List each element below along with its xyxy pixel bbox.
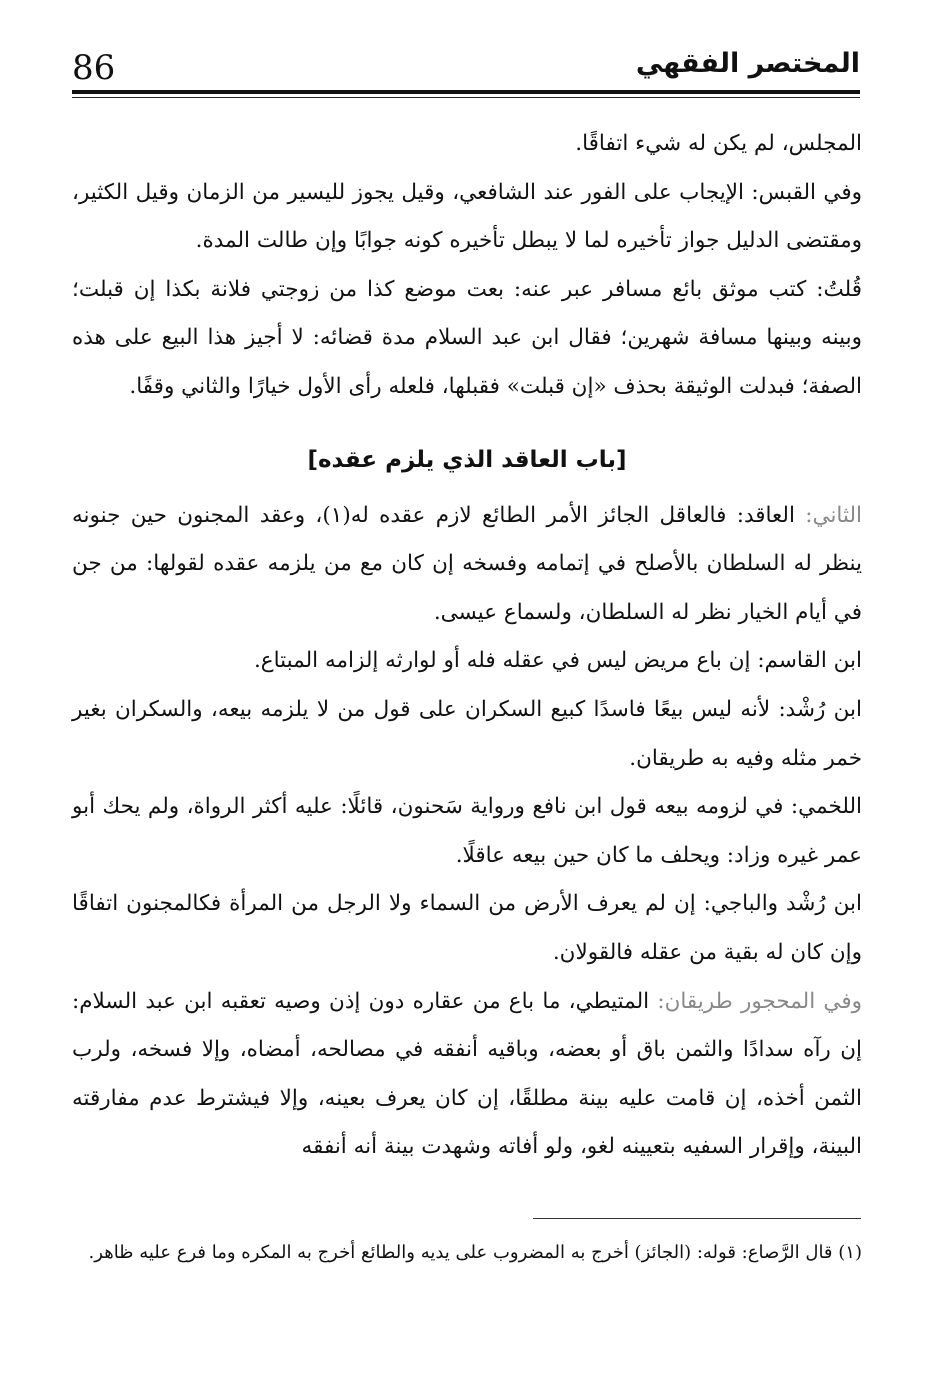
footnote-separator	[533, 1218, 861, 1219]
paragraph-text: العاقد: فالعاقل الجائز الأمر الطائع لازم عقده له(١)، وعقد المجنون حين جنونه ينظر له السلطان بالأصلح في إتمامه وفسخه إن كان مع من يلزمه عقده لقولها: من جن في أيام الخيار نظر له السلطان، ولسماع عيسى.	[72, 502, 862, 625]
section-heading: [باب العاقد الذي يلزم عقده]	[307, 446, 627, 473]
paragraph-text: ابن القاسم: إن باع مريض ليس في عقله فله أو لوارثه إلزامه المبتاع.	[253, 648, 862, 674]
paragraph: قُلتُ: كتب موثق بائع مسافر عبر عنه: بعت موضع كذا من زوجتي فلانة بكذا إن قبلت؛ وبينه وبينها مسافة شهرين؛ فقال ابن عبد السلام مدة قضائه: لا أجيز هذا البيع على هذه الصفة؛ فبدلت الوثيقة بحذف «إن قبلت» فقبلها، فلعله رأى الأول خيارًا والثاني وقفًا.	[72, 276, 862, 399]
paragraph	[72, 686, 862, 783]
paragraph	[72, 637, 862, 686]
paragraph-text: اللخمي: في لزومه بيعه قول ابن نافع ورواية سَحنون، قائلًا: عليه أكثر الرواة، ولم يحك أبو عمر غيره وزاد: ويحلف ما كان حين بيعه عاقلًا.	[72, 794, 862, 868]
book-title: المختصر الفقهي	[635, 48, 860, 79]
header-rule-thick	[72, 90, 860, 94]
header-rule-thin	[72, 97, 860, 98]
paragraph-text: ابن رُشْد والباجي: إن لم يعرف الأرض من السماء ولا الرجل من المرأة فكالمجنون اتفاقًا وإن كان له بقية من عقله فالقولان.	[72, 891, 862, 965]
page-number: 86	[72, 48, 116, 88]
paragraph-lead: الثاني:	[805, 502, 862, 528]
footnote: (١) قال الرَّصاع: قوله: (الجائز) أخرج به المضروب على يديه والطائع أخرج به المكره وما فرع عليه ظاهر.	[88, 1242, 862, 1263]
paragraph: وفي القبس: الإيجاب على الفور عند الشافعي، وقيل يجوز لليسير من الزمان وقيل الكثير، ومقتضى الدليل جواز تأخيره لما لا يبطل تأخيره كونه جوابًا وإن طالت المدة.	[72, 179, 862, 254]
paragraph	[72, 880, 862, 977]
paragraph	[72, 492, 862, 638]
paragraph	[72, 783, 862, 880]
main-text	[72, 120, 862, 1172]
footnotes	[72, 1234, 862, 1272]
paragraph-text: المتيطي، ما باع من عقاره دون إذن وصيه تعقبه ابن عبد السلام: إن رآه سدادًا والثمن باق أو بعضه، وباقيه أنفقه في مصالحه، أمضاه، وإلا فسخه، ولرب الثمن أخذه، إن قامت عليه بينة مطلقًا، إن كان يعرف بعينه، وإلا فيشترط عدم مفارقته البينة، وإقرار السفيه بتعيينه لغو، ولو أفاته وشهدت بينة أنه أنفقه	[72, 988, 862, 1160]
page-header	[72, 44, 860, 90]
paragraph	[72, 978, 862, 1172]
paragraph: المجلس، لم يكن له شيء اتفاقًا.	[575, 131, 862, 156]
paragraph-text: ابن رُشْد: لأنه ليس بيعًا فاسدًا كبيع السكران على قول من لا يلزمه بيعه، والسكران بغير خمر مثله وفيه به طريقان.	[72, 696, 862, 771]
paragraph-lead: وفي المحجور طريقان:	[657, 988, 862, 1014]
